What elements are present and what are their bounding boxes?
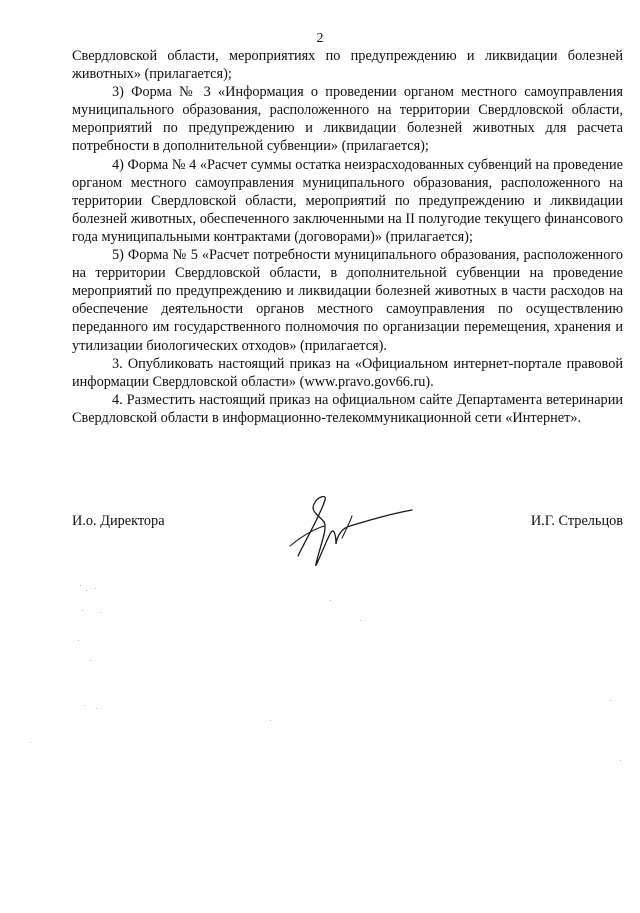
signer-title: И.о. Директора [72,513,165,529]
signer-name: И.Г. Стрельцов [530,513,623,529]
paragraph-form-5: 5) Форма № 5 «Расчет потребности муниципального образования, расположенного на территории Свердловской области, в дополнительной субвенции на проведение мероприятий по предупреждению и ликвидации болезней животных в части расходов на обеспечение деятельности органов местного самоуправления по осуществлению переданного им государственного полномочия по организации перемещения, хранения и утилизации биологических отходов» (прилагается). [72,247,623,354]
paragraph-publish: 3. Опубликовать настоящий приказ на «Официальном интернет-портале правовой информации Свердловской области» (www.pravo.gov66.ru). [72,355,623,390]
paragraph-form-4: 4) Форма № 4 «Расчет суммы остатка неизрасходованных субвенций на проведение органом местного самоуправления муниципального образования, расположенного на территории Свердловской области, мероприятий по предупреждению и ликвидации болезней животных, обеспеченного заключенными на II полугодие текущего финансового года муниципальными контрактами (договорами)» (прилагается); [72,156,624,245]
page-number: 2 [316,31,324,46]
handwritten-signature [280,486,420,576]
paragraph-form-3: 3) Форма № 3 «Информация о проведении органом местного самоуправления муниципального образования, расположенного на территории Свердловской области, мероприятий по предупреждению и ликвидации болезней животных для расчета потребности в дополнительной субвенции» (прилагается); [72,84,623,155]
document-body [72,47,623,427]
paragraph-continuation: Свердловской области, мероприятиях по предупреждению и ликвидации болезней животных» (прилагается); [72,48,623,83]
paragraph-place-on-site: 4. Разместить настоящий приказ на официальном сайте Департамента ветеринарии Свердловской области в информационно-телекоммуникационной сети «Интернет». [72,391,623,426]
